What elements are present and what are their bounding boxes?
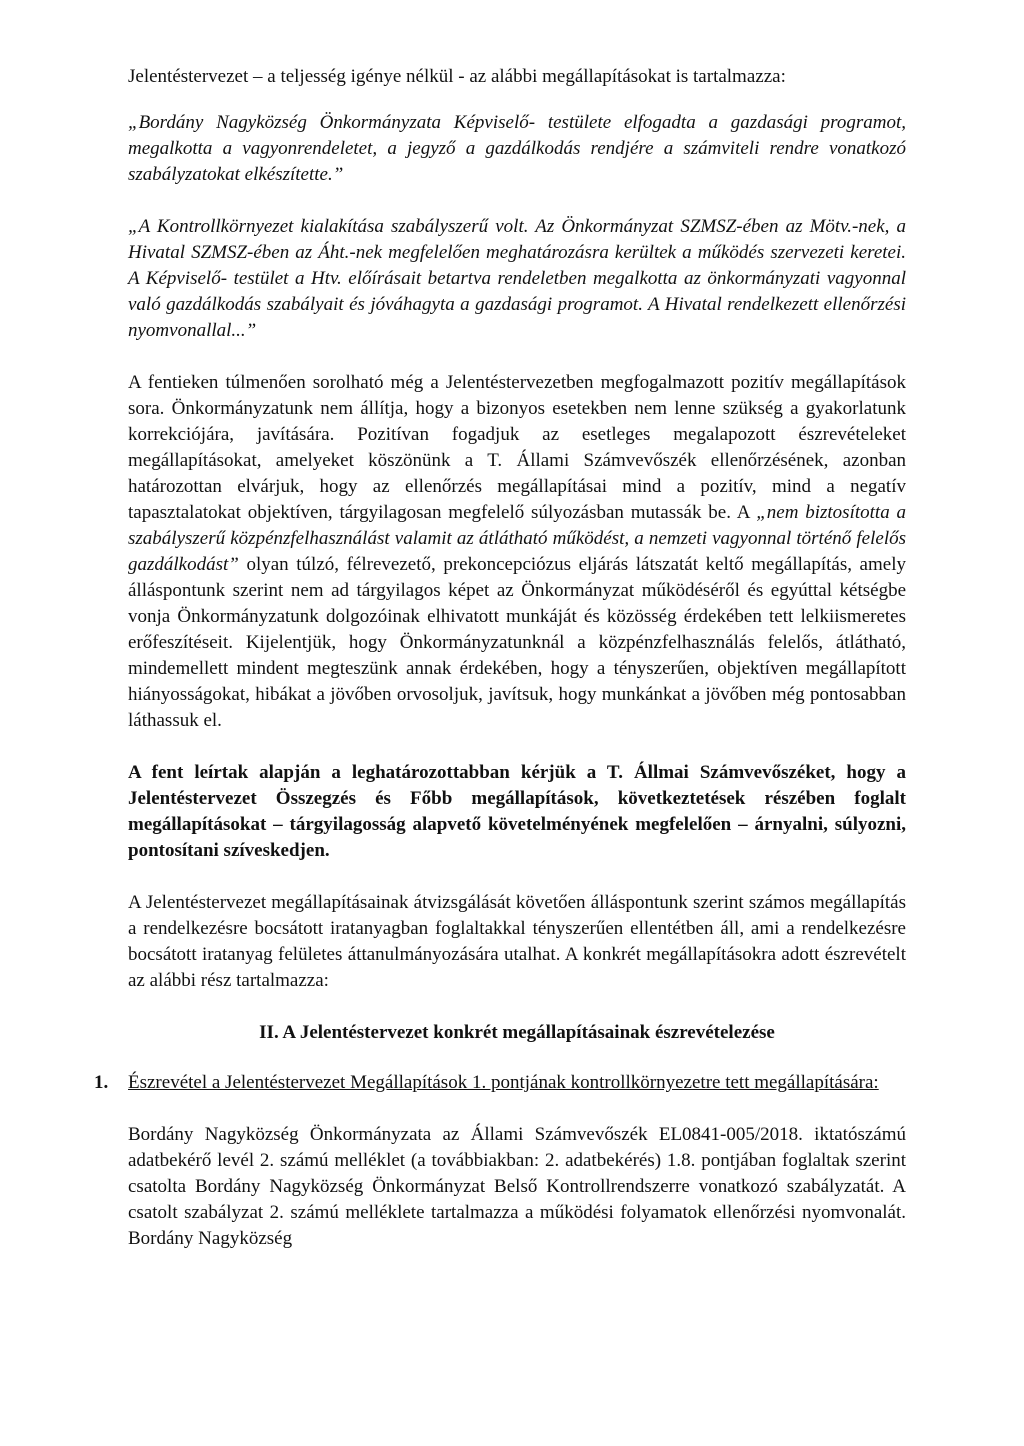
quote-paragraph-2: „A Kontrollkörnyezet kialakítása szabályszerű volt. Az Önkormányzat SZMSZ-ében az Mötv.-nek, a Hivatal SZMSZ-ében az Áht.-nek megfelelően meghatározásra kerültek a működés szervezeti keretei. A Képviselő- testület a Htv. előírásait betartva rendeletben megalkotta az önkormányzati vagyonnal való gazdálkodás szabályait és jóváhagyta a gazdasági programot. A Hivatal rendelkezett ellenőrzési nyomvonallal...” (128, 216, 906, 341)
body-paragraph-3: Bordány Nagyközség Önkormányzata az Állami Számvevőszék EL0841-005/2018. iktatószámú adatbekérő levél 2. számú melléklet (a továbbiakban: 2. adatbekérés) 1.8. pontjában foglaltak szerint csatolta Bordány Nagyközség Önkormányzat Belső Kontrollrendszerre vonatkozó szabályzatát. A csatolt szabályzat 2. számú melléklete tartalmazza a működési folyamatok ellenőrzési nyomvonalát. Bordány Nagyközség (128, 1124, 906, 1249)
section-title: II. A Jelentéstervezet konkrét megállapításainak észrevételezése (259, 1022, 775, 1043)
numbered-item-1 (94, 1070, 906, 1096)
body-paragraph-1 (128, 370, 906, 734)
body-paragraph-2: A Jelentéstervezet megállapításainak átvizsgálását követően álláspontunk szerint számos megállapítás a rendelkezésre bocsátott iratanyagban foglaltakkal tényszerűen ellentétben áll, ami a rendelkezésre bocsátott iratanyag felületes áttanulmányozására utalhat. A konkrét megállapításokra adott észrevételt az alábbi rész tartalmazza: (128, 892, 906, 991)
document-page (94, 64, 907, 1252)
intro-paragraph: Jelentéstervezet – a teljesség igénye nélkül - az alábbi megállapításokat is tartalmazza: (128, 66, 786, 87)
body-paragraph-1-quote: „nem biztosította a szabályszerű közpénzfelhasználást valamit az átlátható működést, a nemzeti vagyonnal történő felelős gazdálkodást” (128, 502, 907, 575)
body-paragraph-1-part-a: A fentieken túlmenően sorolható még a Jelentéstervezetben megfogalmazott pozitív megállapítások sora. Önkormányzatunk nem állítja, hogy a bizonyos esetekben nem lenne szükség a gyakorlatunk korrekciójára, javítására. Pozitívan fogadjuk az esetleges megalapozott észrevételeket megállapításokat, amelyeket köszönünk a T. Állami Számvevőszék ellenőrzésének, azonban határozottan elvárjuk, hogy az ellenőrzés megállapításai mind a pozitív, mind a negatív tapasztalatokat objektíven, tárgyilagosan megfelelő súlyozásban mutassák be. A (128, 372, 906, 523)
item-number: 1. (94, 1072, 109, 1093)
bold-request-paragraph: A fent leírtak alapján a leghatározottabban kérjük a T. Állmai Számvevőszéket, hogy a Jelentéstervezet Összegzés és Főbb megállapítások, következtetések részében foglalt megállapításokat – tárgyilagosság alapvető követelményének megfelelően – árnyalni, súlyozni, pontosítani szíveskedjen. (128, 762, 906, 861)
quote-paragraph-1: „Bordány Nagyközség Önkormányzata Képviselő- testülete elfogadta a gazdasági programot, megalkotta a vagyonrendeletet, a jegyző a gazdálkodás rendjére a számviteli rendre vonatkozó szabályzatokat elkészítette.” (128, 112, 906, 185)
item-heading: Észrevétel a Jelentéstervezet Megállapítások 1. pontjának kontrollkörnyezetre tett megállapítására: (128, 1072, 879, 1093)
body-paragraph-1-part-b: olyan túlzó, félrevezető, prekoncepciózus eljárás látszatát keltő megállapítás, amely álláspontunk szerint nem ad tárgyilagos képet az Önkormányzat működéséről és egyúttal kétségbe vonja Önkormányzatunk dolgozóinak elhivatott munkáját és közösség érdekében tett lelkiismeretes erőfeszítéseit. Kijelentjük, hogy Önkormányzatunknál a közpénzfelhasználás felelős, átlátható, mindemellett mindent megteszünk annak érdekében, hogy a tényszerűen, objektíven megállapított hiányosságokat, hibákat a jövőben orvosoljuk, javítsuk, hogy munkánkat a jövőben még pontosabban láthassuk el. (128, 554, 906, 731)
